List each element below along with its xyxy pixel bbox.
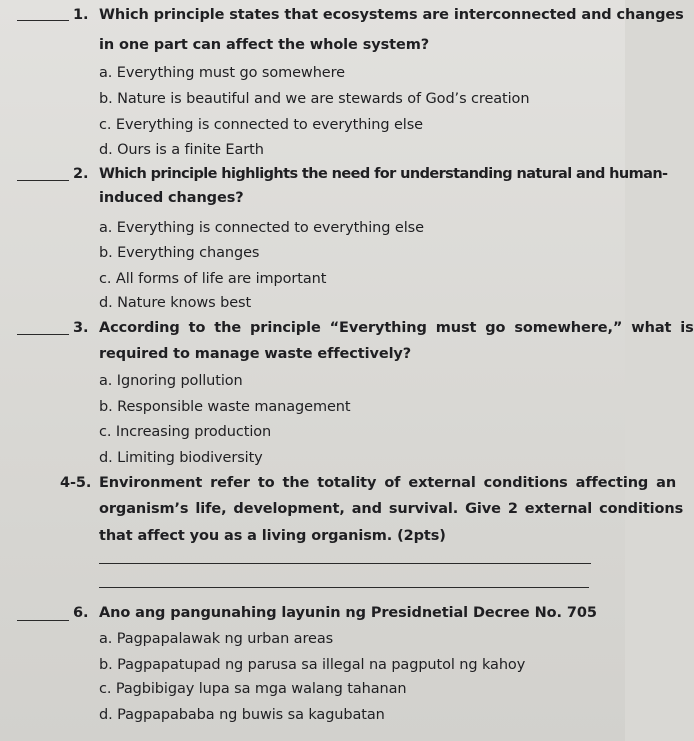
question-3-text: According to the principle “Everything must go somewhere,” what is (99, 320, 694, 336)
question-3-option-b: b. Responsible waste management (99, 399, 351, 415)
question-2-number: 2. (73, 166, 89, 182)
answer-blank-6[interactable] (17, 620, 69, 621)
question-2-option-d: d. Nature knows best (99, 295, 252, 311)
question-2-text-cont: induced changes? (99, 190, 244, 206)
question-1-option-a: a. Everything must go somewhere (99, 65, 345, 81)
question-4-5-text: Environment refer to the totality of external conditions affecting an (99, 475, 677, 491)
question-1-option-d: d. Ours is a finite Earth (99, 142, 264, 158)
question-6-option-c: c. Pagbibigay lupa sa mga walang tahanan (99, 681, 407, 697)
question-3-text-cont: required to manage waste effectively? (99, 346, 412, 362)
answer-blank-1[interactable] (17, 20, 69, 21)
question-1-text: Which principle states that ecosystems are interconnected and changes (99, 7, 684, 23)
answer-blank-2[interactable] (17, 180, 69, 181)
question-3-option-c: c. Increasing production (99, 424, 272, 440)
question-1-option-b: b. Nature is beautiful and we are stewards of God’s creation (99, 91, 530, 107)
question-2-option-c: c. All forms of life are important (99, 271, 327, 287)
question-6-text: Ano ang pangunahing layunin ng Presidnetial Decree No. 705 (99, 605, 597, 621)
question-6-option-d: d. Pagpapababa ng buwis sa kagubatan (99, 707, 385, 723)
question-1-option-c: c. Everything is connected to everything else (99, 117, 423, 133)
question-4-5-text-cont-2: that affect you as a living organism. (2pts) (99, 528, 446, 544)
question-3-number: 3. (73, 320, 89, 336)
question-6-option-b: b. Pagpapatupad ng parusa sa illegal na pagputol ng kahoy (99, 657, 526, 673)
question-1-text-cont: in one part can affect the whole system? (99, 37, 430, 53)
question-1-number: 1. (73, 7, 89, 23)
question-2-option-a: a. Everything is connected to everything else (99, 220, 424, 236)
question-6-option-a: a. Pagpapalawak ng urban areas (99, 631, 334, 647)
question-3-option-a: a. Ignoring pollution (99, 373, 243, 389)
question-2-text: Which principle highlights the need for understanding natural and human- (99, 166, 668, 182)
question-2-option-b: b. Everything changes (99, 245, 260, 261)
question-3-option-d: d. Limiting biodiversity (99, 450, 263, 466)
question-4-5-text-cont: organism’s life, development, and survival. Give 2 external conditions (99, 501, 684, 517)
answer-line-5[interactable] (99, 587, 589, 588)
question-6-number: 6. (73, 605, 89, 621)
answer-line-4[interactable] (99, 563, 591, 564)
answer-blank-3[interactable] (17, 334, 69, 335)
question-4-5-number: 4-5. (60, 475, 92, 491)
